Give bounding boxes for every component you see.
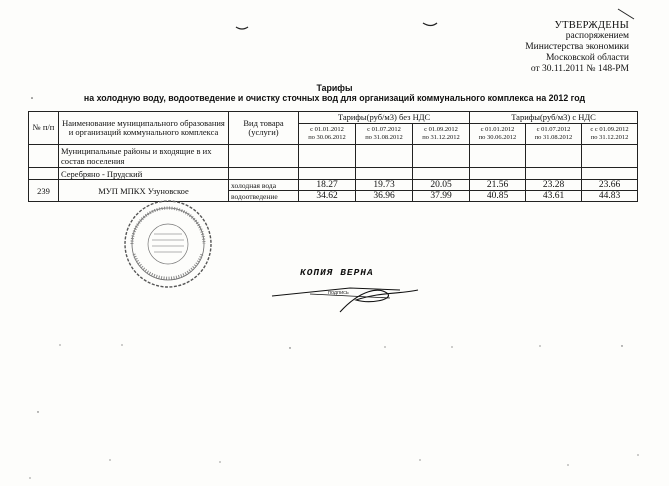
row-num: 239 xyxy=(29,180,59,202)
period-header: с с 01.09.2012 по 31.12.2012 xyxy=(582,124,638,145)
header-name: Наименование муниципального образования и организаций коммунального комплекса xyxy=(59,112,229,145)
district-empty-cell xyxy=(582,168,638,180)
district-empty-cell xyxy=(356,168,413,180)
period-header: с 01.09.2012 по 31.12.2012 xyxy=(413,124,470,145)
district-empty-cell xyxy=(299,168,356,180)
district-empty-cell xyxy=(413,168,470,180)
tariff-value: 19.73 xyxy=(356,180,413,191)
district-empty-cell xyxy=(29,168,59,180)
table-row xyxy=(29,180,638,191)
header-num: № п/п xyxy=(29,112,59,145)
period-header: с 01.01.2012 по 30.06.2012 xyxy=(299,124,356,145)
district-name: Серебряно - Прудский xyxy=(59,168,229,180)
section-empty-cell xyxy=(299,145,356,168)
tariff-value: 43.61 xyxy=(526,191,582,202)
title-main: Тарифы xyxy=(316,83,353,93)
section-empty-cell xyxy=(29,145,59,168)
district-empty-cell xyxy=(229,168,299,180)
section-empty-cell xyxy=(356,145,413,168)
district-empty-cell xyxy=(526,168,582,180)
document-title xyxy=(0,83,669,103)
section-empty-cell xyxy=(470,145,526,168)
section-empty-cell xyxy=(526,145,582,168)
header-service: Вид товара (услуги) xyxy=(229,112,299,145)
approval-line: Министерства экономики xyxy=(525,42,629,52)
tariff-value: 21.56 xyxy=(470,180,526,191)
header-tariff-vat: Тарифы(руб/м3) с НДС xyxy=(470,112,638,124)
copy-certified-stamp: КОПИЯ ВЕРНА xyxy=(300,267,374,278)
signature-label: подпись xyxy=(328,290,349,296)
tariff-value: 23.66 xyxy=(582,180,638,191)
tariff-value: 36.96 xyxy=(356,191,413,202)
period-header: с 01.07.2012 по 31.08.2012 xyxy=(356,124,413,145)
approval-line: Московской области xyxy=(545,53,629,63)
service-name: водоотведение xyxy=(229,191,299,202)
approval-heading: УТВЕРЖДЕНЫ xyxy=(554,20,629,31)
tariff-value: 37.99 xyxy=(413,191,470,202)
tariff-value: 20.05 xyxy=(413,180,470,191)
tariff-value: 34.62 xyxy=(299,191,356,202)
section-empty-cell xyxy=(229,145,299,168)
tariff-value: 40.85 xyxy=(470,191,526,202)
service-name: холодная вода xyxy=(229,180,299,191)
signature xyxy=(270,282,420,322)
period-header: с 01.01.2012 по 30.06.2012 xyxy=(470,124,526,145)
tariff-value: 18.27 xyxy=(299,180,356,191)
approval-line: распоряжением xyxy=(565,31,629,41)
period-header: с 01.07.2012 по 31.08.2012 xyxy=(526,124,582,145)
row-org: МУП МПКХ Узуновское xyxy=(59,180,229,202)
section-title: Муниципальные районы и входящие в их состав поселения xyxy=(59,145,229,168)
district-empty-cell xyxy=(470,168,526,180)
section-empty-cell xyxy=(582,145,638,168)
tariff-value: 23.28 xyxy=(526,180,582,191)
header-tariff-no-vat: Тарифы(руб/м3) без НДС xyxy=(299,112,470,124)
approval-date: от 30.11.2011 № 148-РМ xyxy=(530,64,629,74)
organization-stamp xyxy=(122,198,214,290)
tariff-value: 44.83 xyxy=(582,191,638,202)
section-empty-cell xyxy=(413,145,470,168)
title-sub: на холодную воду, водоотведение и очистку сточных вод для организаций коммунального комплекса на 2012 год xyxy=(83,93,586,103)
tariffs-table xyxy=(28,111,638,202)
approval-block xyxy=(525,20,629,75)
